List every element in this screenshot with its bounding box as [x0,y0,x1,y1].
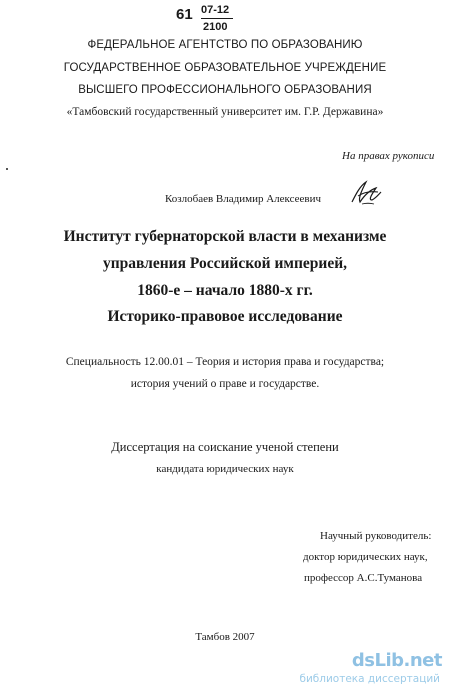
title-line-4: Историко-правовое исследование [107,308,343,325]
author-name: Козлобаев Владимир Алексеевич [165,193,321,205]
dissertation-line-1: Диссертация на соискание ученой степени [111,440,339,454]
watermark-subtitle: библиотека диссертаций [299,673,440,685]
archive-code-top: 07-12 [201,4,230,16]
title-line-2: управления Российской империей, [102,255,348,272]
specialty-line-2: история учений о праве и государстве. [130,378,320,390]
manuscript-note: На правах рукописи [342,150,435,162]
signature-icon [348,176,384,213]
org-line-2: ГОСУДАРСТВЕННОЕ ОБРАЗОВАТЕЛЬНОЕ УЧРЕЖДЕНИЕ [63,62,387,74]
advisor-name: профессор А.С.Туманова [304,572,423,584]
university-name: «Тамбовский государственный университет им. Г.Р. Державина» [66,106,384,118]
org-line-3: ВЫСШЕГО ПРОФЕССИОНАЛЬНОГО ОБРАЗОВАНИЯ [78,84,372,96]
specialty-line-1: Специальность 12.00.01 – Теория и история права и государства; [65,356,385,368]
org-line-1: ФЕДЕРАЛЬНОЕ АГЕНТСТВО ПО ОБРАЗОВАНИЮ [87,39,363,51]
advisor-label: Научный руководитель: [320,530,432,542]
archive-code-number: 61 [176,6,193,23]
dissertation-line-2: кандидата юридических наук [156,463,294,475]
archive-code-bottom: 2100 [203,21,228,33]
title-line-1: Институт губернаторской власти в механизме [63,228,387,245]
watermark-logo: dsLib.net [351,650,442,671]
scan-speck [6,168,8,170]
archive-code-divider [201,18,233,19]
city-year: Тамбов 2007 [195,631,255,643]
advisor-degree: доктор юридических наук, [303,551,428,563]
title-line-3: 1860-е – начало 1880-х гг. [137,282,313,299]
